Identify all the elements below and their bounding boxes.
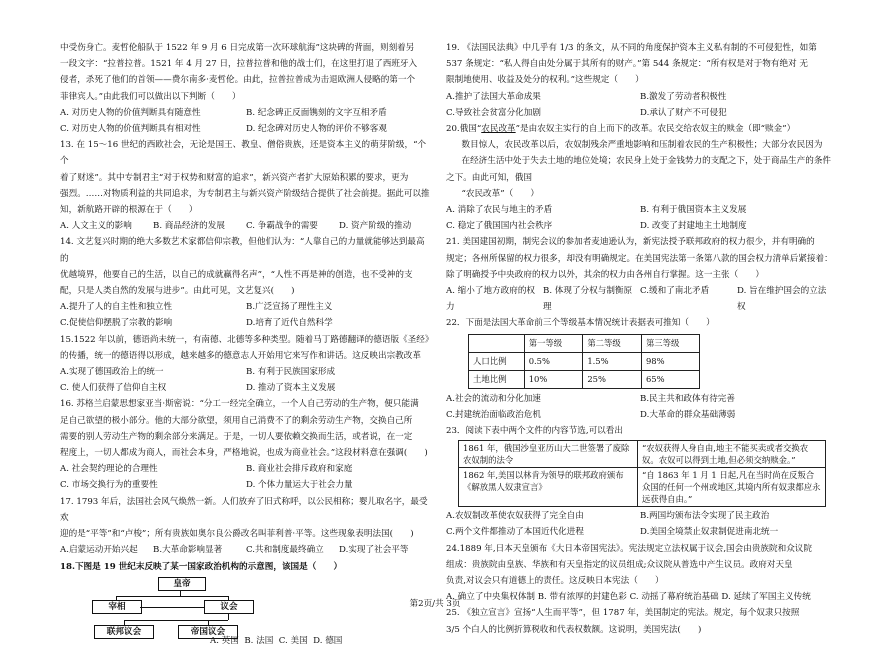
options [446,508,834,540]
option-b: B.广泛宣扬了理性主义 [246,302,333,313]
option-c: C.缓和了南北矛盾 [640,286,710,297]
table-row [459,441,826,468]
option-a: A.社会的流动和分化加速 [446,393,541,404]
options [446,283,834,315]
table-row [469,352,700,370]
option-c: C. 争霸战争的需要 [246,221,318,232]
options [60,461,432,493]
question-text: 22．下面是法国大革命前三个等级基本情况统计表据表可推知（ ） [446,318,715,329]
question-text: 侵者，杀死了他们的首领——费尔南多·麦哲伦。由此，拉普拉普成为击退欧洲人侵略的第一个 [60,75,416,86]
option-d: D. 资产阶级的推动 [339,221,412,232]
row-label: 土地比例 [469,370,525,388]
text-run: ”是由农奴主实行的自上而下的改革。农民交给农奴主的赎金（即“赎金”） [515,124,796,135]
question-text [446,121,834,137]
option-b: B.民主共和政体有待完善 [640,393,735,404]
options [210,633,342,649]
question-text: 中受伤身亡。麦哲伦船队于 1522 年 9 月 6 日完成第一次环球航海”这块碑的背面，则刻着另 [60,43,415,53]
option-b: B.激发了劳动者积极性 [640,91,727,102]
left-column [60,40,432,653]
question-text: 除了明确授予中央政府的权力以外，其余的权力由各州自行掌握。这一主张（ ） [446,269,764,280]
question-text: 24.1889 年,日本天皇颁布《大日本帝国宪法》。宪法规定立法权属于议会,国会由贵族院和众议院 [446,543,812,554]
question-text: 15.1522 年以前，德语尚未统一，有南德、北德等多种类型。随着马丁路德翻译的德语版《圣经》 [60,334,434,345]
table-row [469,370,700,388]
underlined-term: 农民改革 [481,124,516,135]
option-a: A. 消除了农民与地主的矛盾 [446,205,553,216]
box-federal-council: 联邦议会 [94,625,154,639]
options [60,542,432,558]
option-d: D. 旨在维护国会的立法权 [737,286,827,313]
option-a: A.提升了人的自主性和独立性 [60,302,173,313]
question-text: 18.下图是 19 世纪末反映了某一国家政治机构的示意图，该国是（ ） [60,561,343,572]
question-text: 程度上，一切人都成为商人，而社会本身，严格地说，也成为商业社会。”这段材料意在强调( ) [60,448,428,459]
table-row [459,468,826,507]
option-c: C.促使信仰摆脱了宗教的影响 [60,318,173,329]
connector-line [228,614,229,620]
option-d: D.培育了近代自然科学 [246,318,333,329]
question-24 [446,541,834,606]
question-text: 19. 《法国民法典》中几乎有 1/3 的条文，从不同的角度保护资本主义私有制的不可侵犯性，如第 [446,43,817,53]
option-d: D. 个体力量运大于社会力量 [246,480,353,491]
box-chancellor: 宰相 [92,600,142,614]
option-a: A. 人文主义的影响 [60,221,132,232]
option-b: B.大革命影响显著 [153,545,223,556]
box-parliament: 议会 [204,600,254,614]
option-b: B. 商品经济的发展 [153,221,225,232]
option-d: D.实现了社会平等 [339,545,409,556]
options [446,202,834,234]
options [60,299,432,331]
table-cell: 65% [641,370,699,388]
table-cell: “农奴获得人身自由,地主不能买卖或者交换农奴。农奴可以得到土地,但必须交纳赎金。” [638,441,826,468]
options [446,89,834,121]
option-a: A.启蒙运动开始兴起 [60,545,138,556]
options [446,391,834,423]
option-b: B.两国均颁布法令实现了民主政治 [640,511,770,522]
table-header: 第一等级 [524,334,583,352]
question-text: 14. 文艺复兴时期的绝大多数艺术家都信仰宗教，但他们认为：“人靠自己的力量就能够达到最高的 [60,237,425,264]
option-c: C.封建统治面临政治危机 [446,409,541,420]
option-d: D.大革命的群众基础薄弱 [640,409,736,420]
table-cell: 98% [641,352,699,370]
question-text: 17. 1793 年后，法国社会风气焕然一新。人们放弃了旧式称呼，以公民相称；婴儿取名字，最受欢 [60,496,428,523]
option-d: D. 德国 [313,635,343,646]
question-17 [60,494,432,559]
option-c: C. 对历史人物的价值判断具有相对性 [60,124,201,135]
option-a: A. 社会契约理论的合理性 [60,464,158,475]
question-text: 13. 在 15～16 世纪的西欧社会，无论是国王、教皇、僧俗贵族，还是资本主义的萌芽阶级，“个个 [60,140,427,167]
connector-line [124,620,228,621]
table-cell: 1.5% [583,352,642,370]
option-d: D.承认了财产不可侵犯 [640,107,727,118]
question-text: 着了财迷”。其中专制君主“对于权势和财富的追求”，新兴资产者扩大原始积累的要求，更为 [60,172,409,183]
option-b: B. 有利于俄国资本主义发展 [640,205,747,216]
question-intro [60,40,432,137]
table-header: 第二等级 [583,334,642,352]
right-column [446,40,834,638]
question-22 [446,315,834,423]
question-text: 数目惊人，农民改革以后，农奴制残余严重地影响和压制着农民的生产积极性；大部分农民因为 [461,140,823,151]
option-b: B. 有利于民族国家形成 [246,367,336,378]
table-cell: “自 1863 年 1 月 1 日起,凡在当时尚在反叛合众国的任何一个州或地区,其境内所有奴隶都应永远获得自由。” [638,468,826,507]
option-a: A. 英国 [210,635,239,646]
option-b: B. 体现了分权与制衡原理 [543,286,633,313]
option-c: C. 美国 [278,635,308,646]
options [60,105,432,137]
question-text: 537 条规定：“私人得自由处分属于其所有的财产。”第 544 条规定：“所有权是对于物有绝对 无 [446,59,808,70]
options [60,364,432,396]
question-15 [60,332,432,397]
documents-table [458,440,826,507]
option-c: C.导致社会贫富分化加剧 [446,107,541,118]
option-d: D.美国全境禁止奴隶制促进南北统一 [640,527,779,538]
question-23 [446,423,834,541]
question-19 [446,40,834,121]
question-text: 25. 《独立宣言》宣扬“人生而平等”，但 1787 年，美国制定的宪法。规定，每个奴隶只按照 [446,608,800,619]
option-c: C.共和制度最终确立 [246,545,324,556]
question-text: 的传播，统一的德语得以形成，越来越多的德意志人开始用它来写作和讲话。这反映出宗教改革 [60,350,421,361]
question-text: 迎的是“平等”和“卢梭”；所有贵族如奥尔良公爵改名叫菲利普·平等。这些现象表明法国( ) [60,529,414,540]
option-b: B. 纪念碑正反面镌刻的文字互相矛盾 [246,107,387,118]
row-label: 人口比例 [469,352,525,370]
table-row [469,334,700,352]
question-text: 优越境界，他要自己的生活，以自己的成就赢得名声”，“人性不再是神的创造，也不受神的支 [60,269,413,280]
question-text: 菲律宾人。”由此我们可以做出以下判断（ ） [60,91,241,102]
table-cell: 25% [583,370,642,388]
box-imperial-diet: 帝国议会 [178,625,238,639]
table-cell: 1862 年,美国以林肯为领导的联邦政府颁布《解放黑人奴隶宣言》 [459,468,638,507]
political-structure-diagram [60,577,432,653]
table-cell: 1861 年，俄国沙皇亚历山大二世签署了废除农奴制的法令 [459,441,638,468]
question-text: 规定；各州所保留的权力很多，却没有明确规定。在美国宪法第一条第八款的国会权力清单后紧接着： [446,253,833,264]
option-c: C. 稳定了俄国国内社会秩序 [446,221,553,232]
table-cell [469,334,525,352]
option-d: D. 纪念碑对历史人物的评价不够客观 [246,124,387,135]
option-c: C. 使人们获得了信仰自主权 [60,383,167,394]
question-text: 足自己欲望的极小部分。他的大部分欲望，须用自己消费不了的剩余劳动生产物，交换自己所 [60,415,413,426]
option-a: A. 缩小了地方政府的权力 [446,286,536,313]
question-text: 3/5 个白人的比例折算税收和代表权数额。这说明，美国宪法( ) [446,624,702,635]
question-text: 21. 美国建国初期，制宪会议的参加者麦迪逊认为，新宪法授予联邦政府的权力很少，并有明确的 [446,237,815,248]
option-c: C. 市场交换行为的重要性 [60,480,158,491]
option-d: D. 推动了资本主义发展 [246,383,336,394]
question-text: 配，只是人类自然的发展与进步”。由此可见，文艺复兴( ) [60,286,295,297]
question-20 [446,121,834,234]
question-text: 需要的别人劳动生产物的剩余部分来满足。于是，一切人要依赖交换而生活，或者说，在一定 [60,431,413,442]
option-line: A. 确立了中央集权体制 B. 带有浓厚的封建色彩 C. 动摇了幕府统治基础 D. 延续了军国主义传统 [446,592,811,603]
table-cell: 10% [524,370,583,388]
question-text: 知，新航路开辟的根源在于（ ） [60,205,198,216]
option-a: A. 对历史人物的价值判断具有随意性 [60,107,201,118]
option-b: B. 法国 [244,635,274,646]
question-text: 组成：贵族院由皇族、华族和有天皇指定的议员组成;众议院从普选中产生议员。政府对天皇 [446,559,793,570]
text-run: 20.俄国“ [446,124,482,135]
box-emperor: 皇帝 [158,577,206,591]
table-cell: 0.5% [524,352,583,370]
question-text: 16. 苏格兰启蒙思想家亚当·斯密说：“分工一经完全确立，一个人自己劳动的生产物，便只能满 [60,399,419,410]
option-a: A.推护了法国大革命成果 [446,91,541,102]
option-d: D. 改变了封建地主土地制度 [640,221,747,232]
question-13 [60,137,432,234]
question-text: 23．阅读下表中两个文件的内容节选,可以看出 [446,426,623,437]
question-text: 在经济生活中处于失去土地的地位处境；农民身上处于金钱势力的支配之下，处于商品生产的条件之下。由此可知，俄国 [446,156,832,183]
question-21 [446,234,834,315]
option-b: B. 商业社会排斥政府和家庭 [246,464,353,475]
options [60,218,432,234]
question-text: “农民改革”（ ） [461,188,540,199]
question-text: 负责,对议会只有道德上的责任。这反映日本宪法（ ） [446,576,664,587]
page-footer: 第2页/共 3页 [409,599,461,609]
question-text: 强烈。……对物质利益的共同追求，为专制君主与新兴资产阶级结合提供了社会前提。据此可以推 [60,188,430,199]
question-16 [60,396,432,493]
option-a: A.农奴制改革使农奴获得了完全自由 [446,511,584,522]
estates-table [468,334,700,389]
table-header: 第三等级 [641,334,699,352]
option-c: C.两个文件都推动了本国近代化进程 [446,527,584,538]
option-a: A.实现了德国政治上的统一 [60,367,164,378]
question-text: 一段文字：“拉普拉普。1521 年 4 月 27 日，拉普拉普和他的战士们，在这里打退了西班牙入 [60,59,418,70]
question-text: 限制地使用、收益及处分的权利。”这些规定（ ） [446,75,644,86]
question-14 [60,234,432,331]
question-25 [446,605,834,637]
